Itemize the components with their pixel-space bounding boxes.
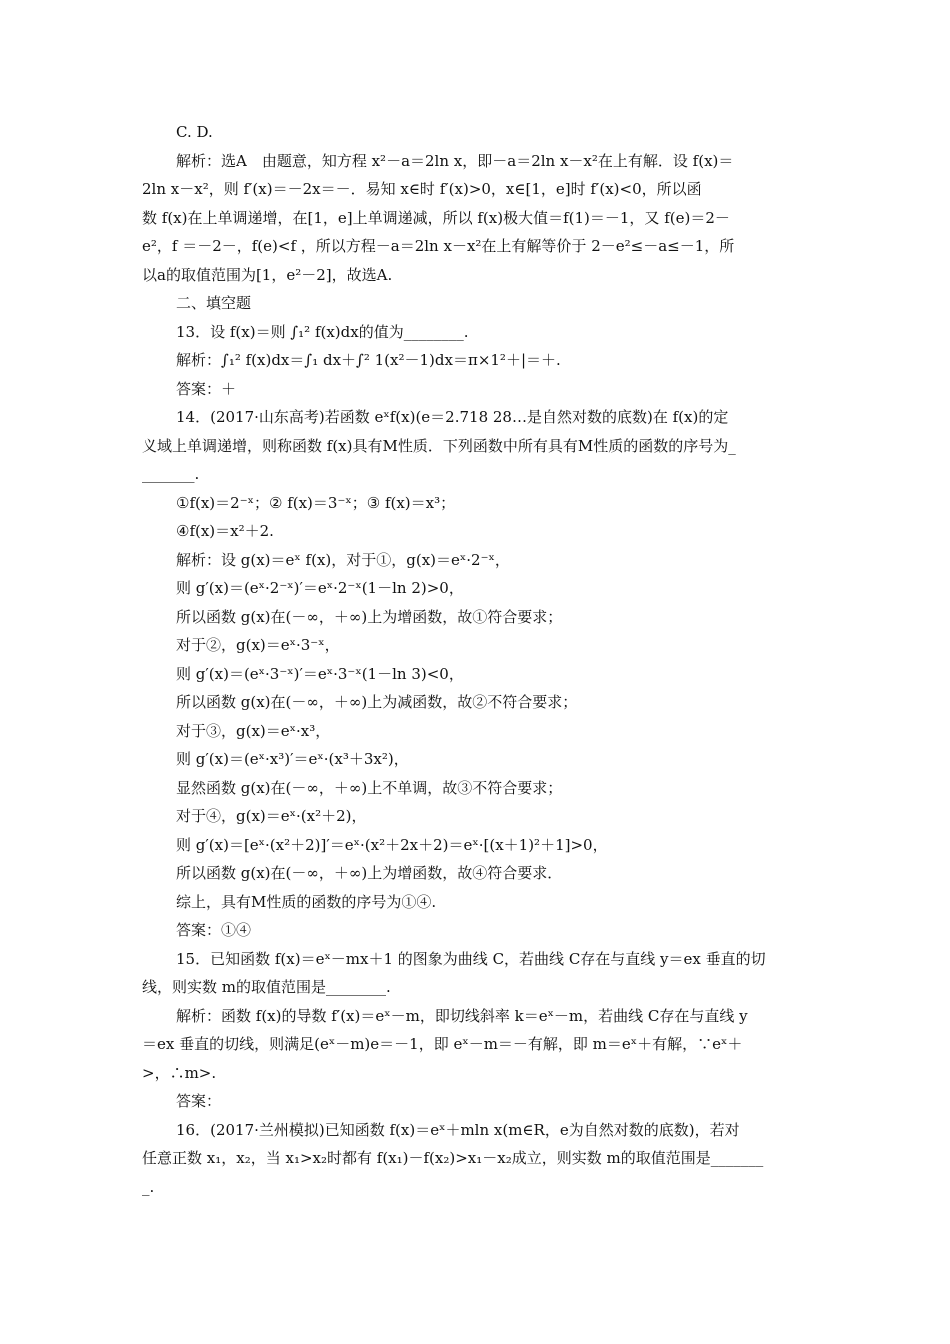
text-line: 综上，具有M性质的函数的序号为①④. [176,892,437,911]
text-line: ①f(x)＝2⁻ˣ；② f(x)＝3⁻ˣ；③ f(x)＝x³； [176,493,456,512]
text-line: 解析：∫₁² f(x)dx＝∫₁ dx＋∫² 1(x²－1)dx＝π×1²＋|＝＋. [176,351,561,369]
text-line: 所以函数 g(x)在(－∞，＋∞)上为增函数，故①符合要求； [176,607,563,626]
text-line: 二、填空题 [176,294,252,312]
text-line: 答案：＋ [176,379,237,398]
document-body [142,118,810,1201]
text-line: 2ln x－x²，则 f′(x)＝－2x＝－．易知 x∈时 f′(x)>0，x∈[1，e]时 f′(x)<0，所以函 [142,180,702,198]
text-line: 对于④，g(x)＝eˣ·(x²＋2)， [176,807,367,825]
text-line: 则 g′(x)＝(eˣ·x³)′＝eˣ·(x³＋3x²)， [176,750,409,768]
text-line: 所以函数 g(x)在(－∞，＋∞)上为减函数，故②不符合要求； [176,693,578,711]
text-line: 则 g′(x)＝(eˣ·3⁻ˣ)′＝eˣ·3⁻ˣ(1－ln 3)<0， [176,664,464,683]
text-line: 显然函数 g(x)在(－∞，＋∞)上不单调，故③不符合要求； [176,778,563,797]
text-line: 则 g′(x)＝[eˣ·(x²＋2)]′＝eˣ·(x²＋2x＋2)＝eˣ·[(x＋1)²＋1]>0， [176,835,608,854]
text-line: 数 f(x)在上单调递增，在[1，e]上单调递减，所以 f(x)极大值＝f(1)＝－1，又 f(e)＝2－ [142,208,730,227]
text-line: 任意正数 x₁，x₂，当 x₁>x₂时都有 f(x₁)－f(x₂)>x₁－x₂成立，则实数 m的取值范围是_______ [142,1149,764,1167]
text-line: _______. [142,465,200,483]
text-line: 义域上单调递增，则称函数 f(x)具有M性质．下列函数中所有具有M性质的函数的序号为_ [142,436,736,455]
text-line: C. D. [176,123,213,141]
text-line: 14．(2017·山东高考)若函数 eˣf(x)(e＝2.718 28…是自然对数的底数)在 f(x)的定 [176,408,729,426]
text-line: 16．(2017·兰州模拟)已知函数 f(x)＝eˣ＋mln x(m∈R，e为自然对数的底数)，若对 [176,1120,740,1139]
text-line: 解析：设 g(x)＝eˣ f(x)，对于①，g(x)＝eˣ·2⁻ˣ， [176,550,510,569]
text-line: 15．已知函数 f(x)＝eˣ－mx＋1 的图象为曲线 C，若曲线 C存在与直线 y＝ex 垂直的切 [176,949,766,968]
text-line: ＝ex 垂直的切线，则满足(eˣ－m)e＝－1，即 eˣ－m＝－有解，即 m＝eˣ＋有解，∵eˣ＋ [142,1035,743,1053]
text-line: 答案：①④ [176,921,252,939]
text-line: 13．设 f(x)＝则 ∫₁² f(x)dx的值为________. [176,322,469,341]
text-line: ④f(x)＝x²＋2. [176,522,274,540]
text-line: 答案： [176,1092,222,1110]
text-line: e²，f ＝－2－，f(e)<f ，所以方程－a＝2ln x－x²在上有解等价于 2－e²≤－a≤－1，所 [142,237,735,255]
text-line: _. [142,1177,155,1196]
text-line: 对于③，g(x)＝eˣ·x³， [176,721,331,740]
text-line: 对于②，g(x)＝eˣ·3⁻ˣ， [176,636,340,654]
text-line: 解析：函数 f(x)的导数 f′(x)＝eˣ－m，即切线斜率 k＝eˣ－m，若曲线 C存在与直线 y [176,1006,748,1025]
text-line: 则 g′(x)＝(eˣ·2⁻ˣ)′＝eˣ·2⁻ˣ(1－ln 2)>0， [176,579,464,597]
text-line: >，∴m>. [142,1063,217,1082]
text-line: 线，则实数 m的取值范围是________. [142,978,391,996]
text-line: 所以函数 g(x)在(－∞，＋∞)上为增函数，故④符合要求． [176,864,563,882]
text-line: 解析：选A 由题意，知方程 x²－a＝2ln x，即－a＝2ln x－x²在上有解．设 f(x)＝ [176,151,734,170]
text-line: 以a的取值范围为[1，e²－2]，故选A. [142,265,393,284]
